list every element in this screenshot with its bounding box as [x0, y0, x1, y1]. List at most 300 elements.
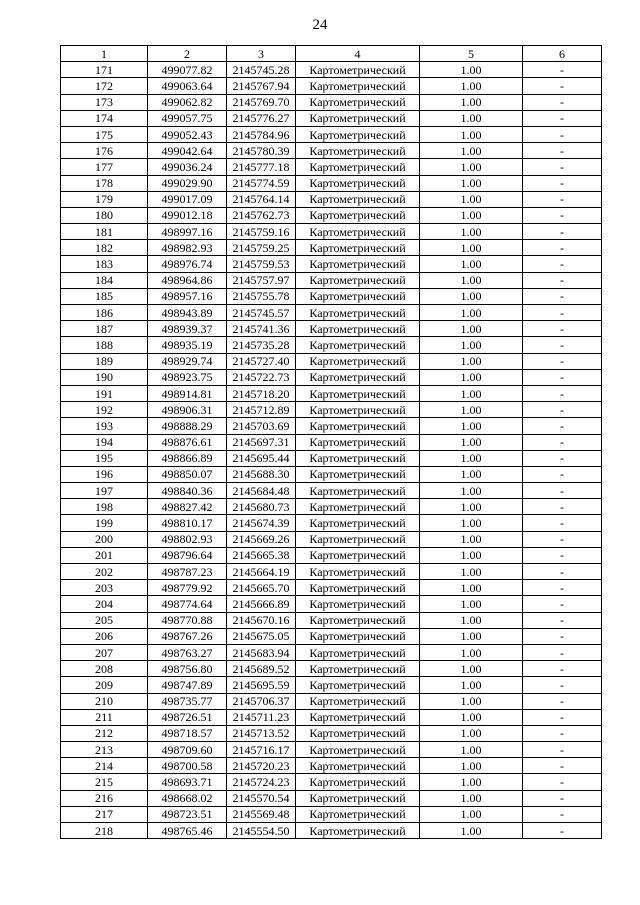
point-number-cell: 215: [61, 774, 148, 790]
method-cell: Картометрический: [296, 450, 420, 466]
table-header-row: [61, 46, 602, 62]
note-cell: -: [523, 499, 602, 515]
x-coordinate-cell: 498723.51: [148, 806, 227, 822]
point-number-cell: 199: [61, 515, 148, 531]
point-number-cell: 194: [61, 434, 148, 450]
table-row: [61, 434, 602, 450]
accuracy-cell: 1.00: [420, 110, 523, 126]
y-coordinate-cell: 2145745.57: [227, 305, 296, 321]
accuracy-cell: 1.00: [420, 677, 523, 693]
x-coordinate-cell: 499052.43: [148, 126, 227, 142]
accuracy-cell: 1.00: [420, 240, 523, 256]
table-row: [61, 823, 602, 839]
note-cell: -: [523, 596, 602, 612]
x-coordinate-cell: 498923.75: [148, 369, 227, 385]
note-cell: -: [523, 369, 602, 385]
point-number-cell: 189: [61, 353, 148, 369]
x-coordinate-cell: 498779.92: [148, 580, 227, 596]
method-cell: Картометрический: [296, 337, 420, 353]
point-number-cell: 193: [61, 418, 148, 434]
method-cell: Картометрический: [296, 126, 420, 142]
column-header: 1: [61, 46, 148, 62]
method-cell: Картометрический: [296, 240, 420, 256]
note-cell: -: [523, 677, 602, 693]
point-number-cell: 178: [61, 175, 148, 191]
x-coordinate-cell: 498876.61: [148, 434, 227, 450]
method-cell: Картометрический: [296, 272, 420, 288]
accuracy-cell: 1.00: [420, 402, 523, 418]
note-cell: -: [523, 256, 602, 272]
table-row: [61, 143, 602, 159]
y-coordinate-cell: 2145759.53: [227, 256, 296, 272]
table-row: [61, 450, 602, 466]
point-number-cell: 218: [61, 823, 148, 839]
x-coordinate-cell: 498914.81: [148, 385, 227, 401]
method-cell: Картометрический: [296, 175, 420, 191]
x-coordinate-cell: 498982.93: [148, 240, 227, 256]
note-cell: -: [523, 78, 602, 94]
note-cell: -: [523, 207, 602, 223]
point-number-cell: 183: [61, 256, 148, 272]
y-coordinate-cell: 2145695.44: [227, 450, 296, 466]
note-cell: -: [523, 564, 602, 580]
accuracy-cell: 1.00: [420, 466, 523, 482]
y-coordinate-cell: 2145697.31: [227, 434, 296, 450]
note-cell: -: [523, 272, 602, 288]
method-cell: Картометрический: [296, 321, 420, 337]
y-coordinate-cell: 2145703.69: [227, 418, 296, 434]
method-cell: Картометрический: [296, 806, 420, 822]
method-cell: Картометрический: [296, 288, 420, 304]
x-coordinate-cell: 498957.16: [148, 288, 227, 304]
method-cell: Картометрический: [296, 385, 420, 401]
accuracy-cell: 1.00: [420, 272, 523, 288]
note-cell: -: [523, 434, 602, 450]
method-cell: Картометрический: [296, 709, 420, 725]
y-coordinate-cell: 2145689.52: [227, 661, 296, 677]
y-coordinate-cell: 2145769.70: [227, 94, 296, 110]
y-coordinate-cell: 2145759.25: [227, 240, 296, 256]
table-row: [61, 256, 602, 272]
point-number-cell: 187: [61, 321, 148, 337]
point-number-cell: 205: [61, 612, 148, 628]
note-cell: -: [523, 644, 602, 660]
x-coordinate-cell: 499062.82: [148, 94, 227, 110]
method-cell: Картометрический: [296, 466, 420, 482]
coordinates-table: [60, 45, 602, 839]
table-row: [61, 515, 602, 531]
accuracy-cell: 1.00: [420, 806, 523, 822]
method-cell: Картометрический: [296, 483, 420, 499]
point-number-cell: 216: [61, 790, 148, 806]
y-coordinate-cell: 2145757.97: [227, 272, 296, 288]
x-coordinate-cell: 498693.71: [148, 774, 227, 790]
table-row: [61, 580, 602, 596]
table-row: [61, 321, 602, 337]
note-cell: -: [523, 450, 602, 466]
x-coordinate-cell: 499036.24: [148, 159, 227, 175]
accuracy-cell: 1.00: [420, 483, 523, 499]
accuracy-cell: 1.00: [420, 709, 523, 725]
column-header: 6: [523, 46, 602, 62]
method-cell: Картометрический: [296, 191, 420, 207]
column-header: 4: [296, 46, 420, 62]
table-row: [61, 774, 602, 790]
method-cell: Картометрический: [296, 224, 420, 240]
table-row: [61, 288, 602, 304]
point-number-cell: 204: [61, 596, 148, 612]
column-header: 5: [420, 46, 523, 62]
table-row: [61, 742, 602, 758]
x-coordinate-cell: 498756.80: [148, 661, 227, 677]
note-cell: -: [523, 758, 602, 774]
note-cell: -: [523, 288, 602, 304]
point-number-cell: 173: [61, 94, 148, 110]
table-row: [61, 531, 602, 547]
x-coordinate-cell: 498935.19: [148, 337, 227, 353]
accuracy-cell: 1.00: [420, 434, 523, 450]
table-row: [61, 159, 602, 175]
y-coordinate-cell: 2145711.23: [227, 709, 296, 725]
point-number-cell: 211: [61, 709, 148, 725]
note-cell: -: [523, 353, 602, 369]
accuracy-cell: 1.00: [420, 224, 523, 240]
x-coordinate-cell: 498787.23: [148, 564, 227, 580]
note-cell: -: [523, 531, 602, 547]
x-coordinate-cell: 498997.16: [148, 224, 227, 240]
x-coordinate-cell: 499012.18: [148, 207, 227, 223]
accuracy-cell: 1.00: [420, 612, 523, 628]
table-row: [61, 596, 602, 612]
point-number-cell: 213: [61, 742, 148, 758]
point-number-cell: 196: [61, 466, 148, 482]
note-cell: -: [523, 612, 602, 628]
y-coordinate-cell: 2145712.89: [227, 402, 296, 418]
x-coordinate-cell: 498726.51: [148, 709, 227, 725]
method-cell: Картометрический: [296, 742, 420, 758]
y-coordinate-cell: 2145741.36: [227, 321, 296, 337]
x-coordinate-cell: 498943.89: [148, 305, 227, 321]
y-coordinate-cell: 2145727.40: [227, 353, 296, 369]
note-cell: -: [523, 790, 602, 806]
accuracy-cell: 1.00: [420, 353, 523, 369]
table-row: [61, 628, 602, 644]
y-coordinate-cell: 2145569.48: [227, 806, 296, 822]
accuracy-cell: 1.00: [420, 78, 523, 94]
table-row: [61, 305, 602, 321]
table-row: [61, 547, 602, 563]
method-cell: Картометрический: [296, 661, 420, 677]
x-coordinate-cell: 498796.64: [148, 547, 227, 563]
x-coordinate-cell: 498866.89: [148, 450, 227, 466]
method-cell: Картометрический: [296, 159, 420, 175]
x-coordinate-cell: 498802.93: [148, 531, 227, 547]
accuracy-cell: 1.00: [420, 596, 523, 612]
table-row: [61, 110, 602, 126]
table-row: [61, 272, 602, 288]
accuracy-cell: 1.00: [420, 305, 523, 321]
y-coordinate-cell: 2145669.26: [227, 531, 296, 547]
table-row: [61, 175, 602, 191]
note-cell: -: [523, 580, 602, 596]
x-coordinate-cell: 498700.58: [148, 758, 227, 774]
point-number-cell: 206: [61, 628, 148, 644]
point-number-cell: 182: [61, 240, 148, 256]
accuracy-cell: 1.00: [420, 369, 523, 385]
y-coordinate-cell: 2145670.16: [227, 612, 296, 628]
y-coordinate-cell: 2145724.23: [227, 774, 296, 790]
accuracy-cell: 1.00: [420, 580, 523, 596]
table-row: [61, 564, 602, 580]
method-cell: Картометрический: [296, 758, 420, 774]
table-row: [61, 677, 602, 693]
table-row: [61, 644, 602, 660]
note-cell: -: [523, 823, 602, 839]
method-cell: Картометрический: [296, 418, 420, 434]
x-coordinate-cell: 499029.90: [148, 175, 227, 191]
method-cell: Картометрический: [296, 725, 420, 741]
point-number-cell: 188: [61, 337, 148, 353]
y-coordinate-cell: 2145665.70: [227, 580, 296, 596]
y-coordinate-cell: 2145713.52: [227, 725, 296, 741]
x-coordinate-cell: 498774.64: [148, 596, 227, 612]
accuracy-cell: 1.00: [420, 547, 523, 563]
point-number-cell: 210: [61, 693, 148, 709]
accuracy-cell: 1.00: [420, 256, 523, 272]
method-cell: Картометрический: [296, 78, 420, 94]
method-cell: Картометрический: [296, 628, 420, 644]
x-coordinate-cell: 498929.74: [148, 353, 227, 369]
accuracy-cell: 1.00: [420, 499, 523, 515]
table-row: [61, 466, 602, 482]
method-cell: Картометрический: [296, 434, 420, 450]
y-coordinate-cell: 2145718.20: [227, 385, 296, 401]
method-cell: Картометрический: [296, 790, 420, 806]
accuracy-cell: 1.00: [420, 661, 523, 677]
note-cell: -: [523, 515, 602, 531]
x-coordinate-cell: 498718.57: [148, 725, 227, 741]
note-cell: -: [523, 191, 602, 207]
y-coordinate-cell: 2145570.54: [227, 790, 296, 806]
method-cell: Картометрический: [296, 207, 420, 223]
y-coordinate-cell: 2145666.89: [227, 596, 296, 612]
accuracy-cell: 1.00: [420, 418, 523, 434]
method-cell: Картометрический: [296, 515, 420, 531]
x-coordinate-cell: 498840.36: [148, 483, 227, 499]
point-number-cell: 203: [61, 580, 148, 596]
table-row: [61, 790, 602, 806]
point-number-cell: 212: [61, 725, 148, 741]
y-coordinate-cell: 2145684.48: [227, 483, 296, 499]
y-coordinate-cell: 2145665.38: [227, 547, 296, 563]
point-number-cell: 195: [61, 450, 148, 466]
method-cell: Картометрический: [296, 94, 420, 110]
note-cell: -: [523, 385, 602, 401]
table-row: [61, 78, 602, 94]
accuracy-cell: 1.00: [420, 207, 523, 223]
method-cell: Картометрический: [296, 256, 420, 272]
column-header: 2: [148, 46, 227, 62]
accuracy-cell: 1.00: [420, 628, 523, 644]
accuracy-cell: 1.00: [420, 515, 523, 531]
accuracy-cell: 1.00: [420, 191, 523, 207]
accuracy-cell: 1.00: [420, 159, 523, 175]
method-cell: Картометрический: [296, 369, 420, 385]
y-coordinate-cell: 2145722.73: [227, 369, 296, 385]
x-coordinate-cell: 498810.17: [148, 515, 227, 531]
method-cell: Картометрический: [296, 110, 420, 126]
note-cell: -: [523, 110, 602, 126]
point-number-cell: 181: [61, 224, 148, 240]
accuracy-cell: 1.00: [420, 450, 523, 466]
y-coordinate-cell: 2145777.18: [227, 159, 296, 175]
y-coordinate-cell: 2145680.73: [227, 499, 296, 515]
method-cell: Картометрический: [296, 353, 420, 369]
table-row: [61, 758, 602, 774]
point-number-cell: 190: [61, 369, 148, 385]
point-number-cell: 198: [61, 499, 148, 515]
accuracy-cell: 1.00: [420, 564, 523, 580]
note-cell: -: [523, 693, 602, 709]
y-coordinate-cell: 2145674.39: [227, 515, 296, 531]
note-cell: -: [523, 709, 602, 725]
point-number-cell: 200: [61, 531, 148, 547]
x-coordinate-cell: 498735.77: [148, 693, 227, 709]
x-coordinate-cell: 498709.60: [148, 742, 227, 758]
note-cell: -: [523, 126, 602, 142]
point-number-cell: 180: [61, 207, 148, 223]
table-row: [61, 369, 602, 385]
y-coordinate-cell: 2145764.14: [227, 191, 296, 207]
x-coordinate-cell: 499017.09: [148, 191, 227, 207]
x-coordinate-cell: 498763.27: [148, 644, 227, 660]
table-row: [61, 191, 602, 207]
table-row: [61, 402, 602, 418]
point-number-cell: 174: [61, 110, 148, 126]
accuracy-cell: 1.00: [420, 758, 523, 774]
x-coordinate-cell: 499042.64: [148, 143, 227, 159]
x-coordinate-cell: 499077.82: [148, 62, 227, 78]
y-coordinate-cell: 2145688.30: [227, 466, 296, 482]
table-row: [61, 126, 602, 142]
table-row: [61, 806, 602, 822]
accuracy-cell: 1.00: [420, 94, 523, 110]
method-cell: Картометрический: [296, 596, 420, 612]
table-row: [61, 207, 602, 223]
note-cell: -: [523, 806, 602, 822]
accuracy-cell: 1.00: [420, 644, 523, 660]
y-coordinate-cell: 2145767.94: [227, 78, 296, 94]
point-number-cell: 175: [61, 126, 148, 142]
table-row: [61, 62, 602, 78]
x-coordinate-cell: 498964.86: [148, 272, 227, 288]
point-number-cell: 184: [61, 272, 148, 288]
y-coordinate-cell: 2145683.94: [227, 644, 296, 660]
note-cell: -: [523, 62, 602, 78]
note-cell: -: [523, 661, 602, 677]
point-number-cell: 171: [61, 62, 148, 78]
x-coordinate-cell: 498827.42: [148, 499, 227, 515]
note-cell: -: [523, 547, 602, 563]
y-coordinate-cell: 2145675.05: [227, 628, 296, 644]
y-coordinate-cell: 2145695.59: [227, 677, 296, 693]
table-row: [61, 725, 602, 741]
x-coordinate-cell: 499057.75: [148, 110, 227, 126]
note-cell: -: [523, 175, 602, 191]
method-cell: Картометрический: [296, 531, 420, 547]
note-cell: -: [523, 628, 602, 644]
x-coordinate-cell: 498765.46: [148, 823, 227, 839]
point-number-cell: 207: [61, 644, 148, 660]
note-cell: -: [523, 774, 602, 790]
accuracy-cell: 1.00: [420, 126, 523, 142]
table-body: [61, 62, 602, 839]
accuracy-cell: 1.00: [420, 742, 523, 758]
accuracy-cell: 1.00: [420, 385, 523, 401]
y-coordinate-cell: 2145716.17: [227, 742, 296, 758]
note-cell: -: [523, 159, 602, 175]
y-coordinate-cell: 2145784.96: [227, 126, 296, 142]
y-coordinate-cell: 2145706.37: [227, 693, 296, 709]
method-cell: Картометрический: [296, 402, 420, 418]
accuracy-cell: 1.00: [420, 774, 523, 790]
x-coordinate-cell: 498767.26: [148, 628, 227, 644]
y-coordinate-cell: 2145759.16: [227, 224, 296, 240]
table-row: [61, 240, 602, 256]
accuracy-cell: 1.00: [420, 62, 523, 78]
point-number-cell: 179: [61, 191, 148, 207]
method-cell: Картометрический: [296, 564, 420, 580]
point-number-cell: 208: [61, 661, 148, 677]
y-coordinate-cell: 2145776.27: [227, 110, 296, 126]
x-coordinate-cell: 498850.07: [148, 466, 227, 482]
point-number-cell: 191: [61, 385, 148, 401]
table-row: [61, 483, 602, 499]
accuracy-cell: 1.00: [420, 337, 523, 353]
x-coordinate-cell: 498976.74: [148, 256, 227, 272]
table-row: [61, 661, 602, 677]
table-row: [61, 693, 602, 709]
note-cell: -: [523, 742, 602, 758]
y-coordinate-cell: 2145720.23: [227, 758, 296, 774]
y-coordinate-cell: 2145774.59: [227, 175, 296, 191]
note-cell: -: [523, 418, 602, 434]
x-coordinate-cell: 499063.64: [148, 78, 227, 94]
x-coordinate-cell: 498770.88: [148, 612, 227, 628]
x-coordinate-cell: 498747.89: [148, 677, 227, 693]
point-number-cell: 217: [61, 806, 148, 822]
point-number-cell: 209: [61, 677, 148, 693]
point-number-cell: 197: [61, 483, 148, 499]
note-cell: -: [523, 240, 602, 256]
note-cell: -: [523, 483, 602, 499]
method-cell: Картометрический: [296, 305, 420, 321]
method-cell: Картометрический: [296, 62, 420, 78]
note-cell: -: [523, 224, 602, 240]
note-cell: -: [523, 466, 602, 482]
point-number-cell: 192: [61, 402, 148, 418]
note-cell: -: [523, 337, 602, 353]
accuracy-cell: 1.00: [420, 531, 523, 547]
x-coordinate-cell: 498906.31: [148, 402, 227, 418]
note-cell: -: [523, 305, 602, 321]
method-cell: Картометрический: [296, 693, 420, 709]
point-number-cell: 202: [61, 564, 148, 580]
table-row: [61, 353, 602, 369]
method-cell: Картометрический: [296, 580, 420, 596]
point-number-cell: 185: [61, 288, 148, 304]
method-cell: Картометрический: [296, 774, 420, 790]
